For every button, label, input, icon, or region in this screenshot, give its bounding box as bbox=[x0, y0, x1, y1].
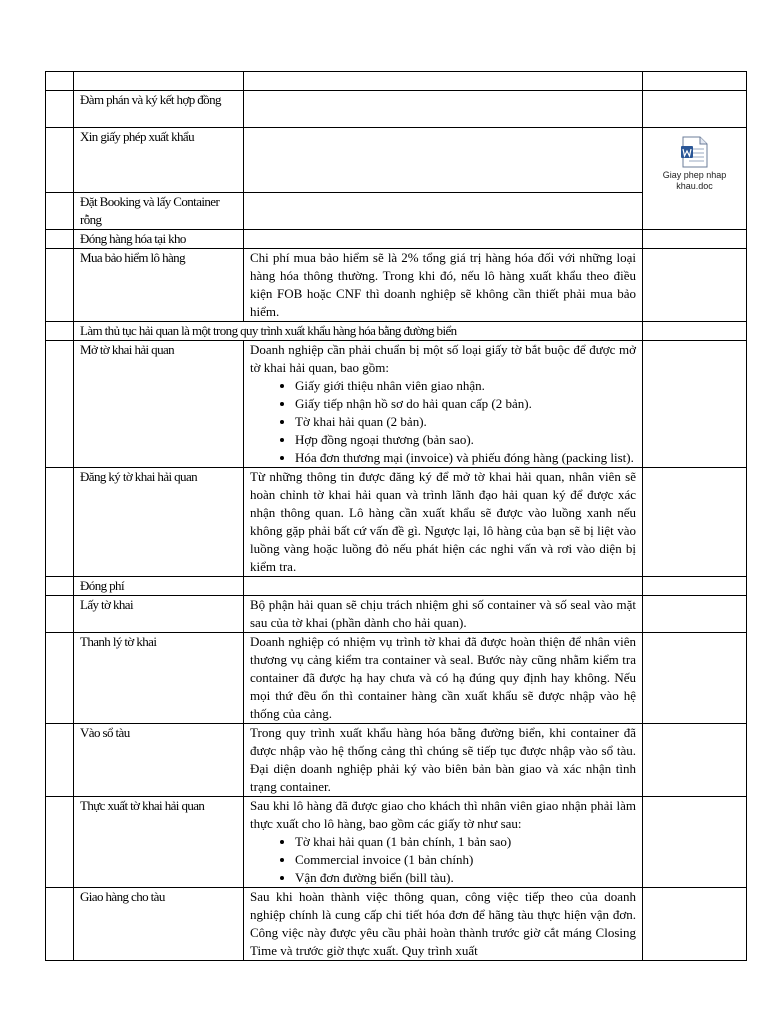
table-cell bbox=[46, 723, 74, 796]
table-cell bbox=[46, 91, 74, 128]
table-cell bbox=[46, 128, 74, 193]
table-row bbox=[46, 192, 747, 229]
list-item: • Commercial invoice (1 bản chính) bbox=[295, 851, 636, 869]
table-cell bbox=[46, 192, 74, 229]
table-cell bbox=[643, 887, 747, 960]
list-item: • Giấy giới thiệu nhân viên giao nhận. bbox=[295, 377, 636, 395]
detail-cell bbox=[244, 128, 643, 193]
table-row bbox=[46, 91, 747, 128]
table-cell bbox=[46, 576, 74, 595]
table-cell bbox=[643, 595, 747, 632]
list-item: • Vận đơn đường biển (bill tàu). bbox=[295, 869, 636, 887]
table-cell bbox=[46, 321, 74, 340]
table-cell bbox=[643, 576, 747, 595]
list-item: • Hóa đơn thương mại (invoice) và phiếu đóng hàng (packing list). bbox=[295, 449, 636, 467]
table-row bbox=[46, 723, 747, 796]
bullet-list bbox=[250, 833, 636, 887]
detail-cell bbox=[244, 91, 643, 128]
detail-cell bbox=[244, 192, 643, 229]
detail-cell bbox=[244, 796, 643, 887]
table-cell bbox=[643, 340, 747, 467]
detail-cell: Doanh nghiệp có nhiệm vụ trình tờ khai đã được hoàn thiện để nhân viên thương vụ cảng kiểm tra container và seal. Bước này cũng nhằm kiểm tra container đã được hạ hay chưa và có hạ đúng quy định hay không. Nếu mọi thứ đều ổn thì container hàng cần xuất khẩu sẽ được nhập vào hệ thống của cảng. bbox=[244, 632, 643, 723]
table-cell bbox=[46, 248, 74, 321]
step-cell: Đóng hàng hóa tại kho bbox=[74, 229, 244, 248]
table-cell bbox=[643, 467, 747, 576]
detail-text: Sau khi lô hàng đã được giao cho khách thì nhân viên giao nhận phải làm thực xuất cho lô hàng, bao gồm các giấy tờ như sau: bbox=[250, 797, 636, 831]
list-item: • Tờ khai hải quan (2 bản). bbox=[295, 413, 636, 431]
table-row bbox=[46, 229, 747, 248]
detail-cell: Chi phí mua bảo hiểm sẽ là 2% tổng giá trị hàng hóa đối với những loại hàng hóa thông thường. Trong khi đó, nếu lô hàng xuất khẩu theo điều kiện FOB hoặc CNF thì doanh nghiệp sẽ không cần thiết phải mua bảo hiểm. bbox=[244, 248, 643, 321]
table-row bbox=[46, 321, 747, 340]
step-cell: Mua bảo hiểm lô hàng bbox=[74, 248, 244, 321]
table-cell bbox=[643, 72, 747, 91]
detail-text: Doanh nghiệp cần phải chuẩn bị một số loại giấy tờ bắt buộc để được mở tờ khai hải quan, bao gồm: bbox=[250, 341, 636, 375]
table-row bbox=[46, 340, 747, 467]
table-cell bbox=[643, 321, 747, 340]
detail-cell: Trong quy trình xuất khẩu hàng hóa bằng đường biển, khi container đã được nhập vào hệ thống cảng thì chúng sẽ tiếp tục được nhập vào sổ tàu. Đại diện doanh nghiệp phải ký vào biên bản bàn giao và xác nhận tình trạng container. bbox=[244, 723, 643, 796]
table-cell bbox=[46, 72, 74, 91]
detail-cell: Từ những thông tin được đăng ký để mở tờ khai hải quan, nhân viên sẽ hoàn chỉnh tờ khai hải quan và trình lãnh đạo hải quan ký để được xác nhận thông quan. Lô hàng cần xuất khẩu sẽ được vào luồng xanh nếu không gặp phải bất cứ vấn đề gì. Ngược lại, lô hàng của bạn sẽ bị liệt vào luồng vàng hoặc luồng đỏ nếu phát hiện các nghi vấn và rơi vào diện bị kiểm tra. bbox=[244, 467, 643, 576]
table-cell bbox=[46, 229, 74, 248]
table-header-row bbox=[46, 72, 747, 91]
bullet-list bbox=[250, 377, 636, 467]
attachment-label[interactable]: Giay phep nhap khau.doc bbox=[662, 170, 727, 191]
table-cell bbox=[643, 91, 747, 128]
step-cell: Mở tờ khai hải quan bbox=[74, 340, 244, 467]
step-cell: Thanh lý tờ khai bbox=[74, 632, 244, 723]
table-cell bbox=[643, 632, 747, 723]
list-item: • Tờ khai hải quan (1 bản chính, 1 bản sao) bbox=[295, 833, 636, 851]
table-cell bbox=[46, 340, 74, 467]
table-row bbox=[46, 128, 747, 193]
step-cell: Đăng ký tờ khai hải quan bbox=[74, 467, 244, 576]
table-cell bbox=[46, 796, 74, 887]
table-cell bbox=[46, 467, 74, 576]
attachment[interactable] bbox=[649, 128, 740, 192]
table-cell bbox=[643, 796, 747, 887]
step-cell: Đóng phí bbox=[74, 576, 244, 595]
table-cell bbox=[46, 595, 74, 632]
step-cell: Xin giấy phép xuất khẩu bbox=[74, 128, 244, 193]
table-row bbox=[46, 467, 747, 576]
word-document-icon[interactable] bbox=[680, 136, 710, 168]
detail-cell bbox=[244, 229, 643, 248]
step-cell: Đặt Booking và lấy Container rỗng bbox=[74, 192, 244, 229]
table-cell bbox=[643, 229, 747, 248]
table-cell bbox=[643, 192, 747, 229]
table-row bbox=[46, 796, 747, 887]
step-cell: Lấy tờ khai bbox=[74, 595, 244, 632]
step-cell: Giao hàng cho tàu bbox=[74, 887, 244, 960]
detail-cell bbox=[244, 340, 643, 467]
table-cell bbox=[74, 72, 244, 91]
attachment-cell bbox=[643, 128, 747, 193]
detail-cell: Bộ phận hải quan sẽ chịu trách nhiệm ghi số container và số seal vào mặt sau của tờ khai (phần dành cho hải quan). bbox=[244, 595, 643, 632]
table-cell bbox=[244, 72, 643, 91]
table-cell bbox=[46, 632, 74, 723]
table-cell bbox=[643, 723, 747, 796]
list-item: • Hợp đồng ngoại thương (bản sao). bbox=[295, 431, 636, 449]
table-cell bbox=[46, 887, 74, 960]
table-row bbox=[46, 576, 747, 595]
detail-cell bbox=[244, 576, 643, 595]
export-process-table bbox=[45, 71, 747, 961]
step-cell: Thực xuất tờ khai hải quan bbox=[74, 796, 244, 887]
table-row bbox=[46, 632, 747, 723]
table-row bbox=[46, 887, 747, 960]
list-item: • Giấy tiếp nhận hồ sơ do hải quan cấp (2 bản). bbox=[295, 395, 636, 413]
table-row bbox=[46, 595, 747, 632]
table-cell bbox=[643, 248, 747, 321]
detail-cell: Sau khi hoàn thành việc thông quan, công việc tiếp theo của doanh nghiệp chính là cung cấp chi tiết hóa đơn để hãng tàu thực hiện vận đơn. Công việc này được yêu cầu phải hoàn thành trước giờ cắt máng Closing Time và trước giờ thực xuất. Quy trình xuất bbox=[244, 887, 643, 960]
step-cell: Đàm phán và ký kết hợp đồng bbox=[74, 91, 244, 128]
step-cell: Vào sổ tàu bbox=[74, 723, 244, 796]
section-heading-cell: Làm thủ tục hải quan là một trong quy trình xuất khẩu hàng hóa bằng đường biển bbox=[74, 321, 643, 340]
table-row bbox=[46, 248, 747, 321]
